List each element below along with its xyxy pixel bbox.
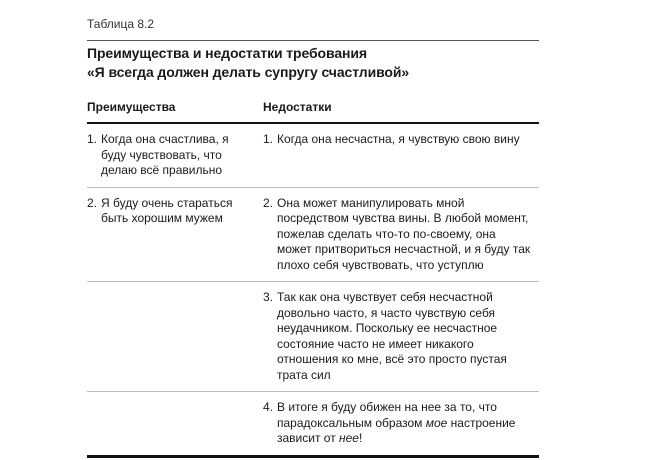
pros-cons-table	[87, 100, 539, 458]
text-part: В итоге я буду обижен на нее за то, что парадоксальным образом	[277, 400, 497, 430]
item-text: Она может манипулировать мной посредством чувства вины. В любой момент, пожелав сделать что-то по-своему, она может притвориться несчастной, и я буду так плохо себя чувствовать, что уступлю	[277, 195, 531, 272]
disadvantage-item	[263, 132, 539, 148]
top-rule	[87, 40, 539, 41]
disadvantage-item	[263, 196, 539, 274]
header-disadvantages: Недостатки	[263, 100, 539, 123]
table-title	[87, 44, 539, 82]
table-row	[87, 187, 539, 282]
header-advantages: Преимущества	[87, 100, 263, 123]
advantage-cell	[87, 187, 263, 282]
item-text: Я буду очень стараться быть хорошим мужем	[101, 195, 233, 225]
item-text	[277, 400, 531, 447]
item-number: 2.	[263, 195, 274, 210]
title-line-2: «Я всегда должен делать супругу счастливой»	[87, 64, 410, 80]
disadvantage-item	[263, 290, 539, 383]
empty-cell	[87, 392, 263, 457]
header-row	[87, 100, 539, 123]
item-text: Когда она счастлива, я буду чувствовать, что делаю всё правильно	[101, 132, 229, 177]
advantage-item	[87, 132, 263, 179]
item-text: Так как она чувствует себя несчастной довольно часто, я часто чувствую себя неудачником. Поскольку ее несчастное состояние часто не имеет никакого отношения ко мне, всё это просто пустая трата сил	[277, 290, 507, 382]
advantage-item	[87, 196, 263, 227]
table-row	[87, 282, 539, 392]
disadvantage-cell	[263, 123, 539, 187]
table-label: Таблица 8.2	[87, 17, 155, 31]
item-number: 2.	[87, 195, 98, 210]
table-row	[87, 392, 539, 457]
item-text: Когда она несчастна, я чувствую свою вину	[277, 132, 520, 146]
item-number: 4.	[263, 400, 274, 414]
item-number: 1.	[87, 132, 98, 146]
empty-cell	[87, 282, 263, 392]
text-part: !	[358, 431, 363, 445]
document-page	[87, 14, 539, 458]
emphasis-text: нее	[339, 431, 359, 445]
text-part: настроение зависит от	[277, 415, 516, 445]
item-number: 1.	[263, 132, 274, 146]
disadvantage-cell	[263, 187, 539, 282]
title-line-1: Преимущества и недостатки требования	[87, 45, 367, 61]
disadvantage-item	[263, 400, 539, 447]
emphasis-text: мое	[425, 415, 448, 430]
item-number: 3.	[263, 290, 274, 304]
advantage-cell	[87, 123, 263, 187]
table-row	[87, 123, 539, 187]
disadvantage-cell	[263, 392, 539, 457]
disadvantage-cell	[263, 282, 539, 392]
